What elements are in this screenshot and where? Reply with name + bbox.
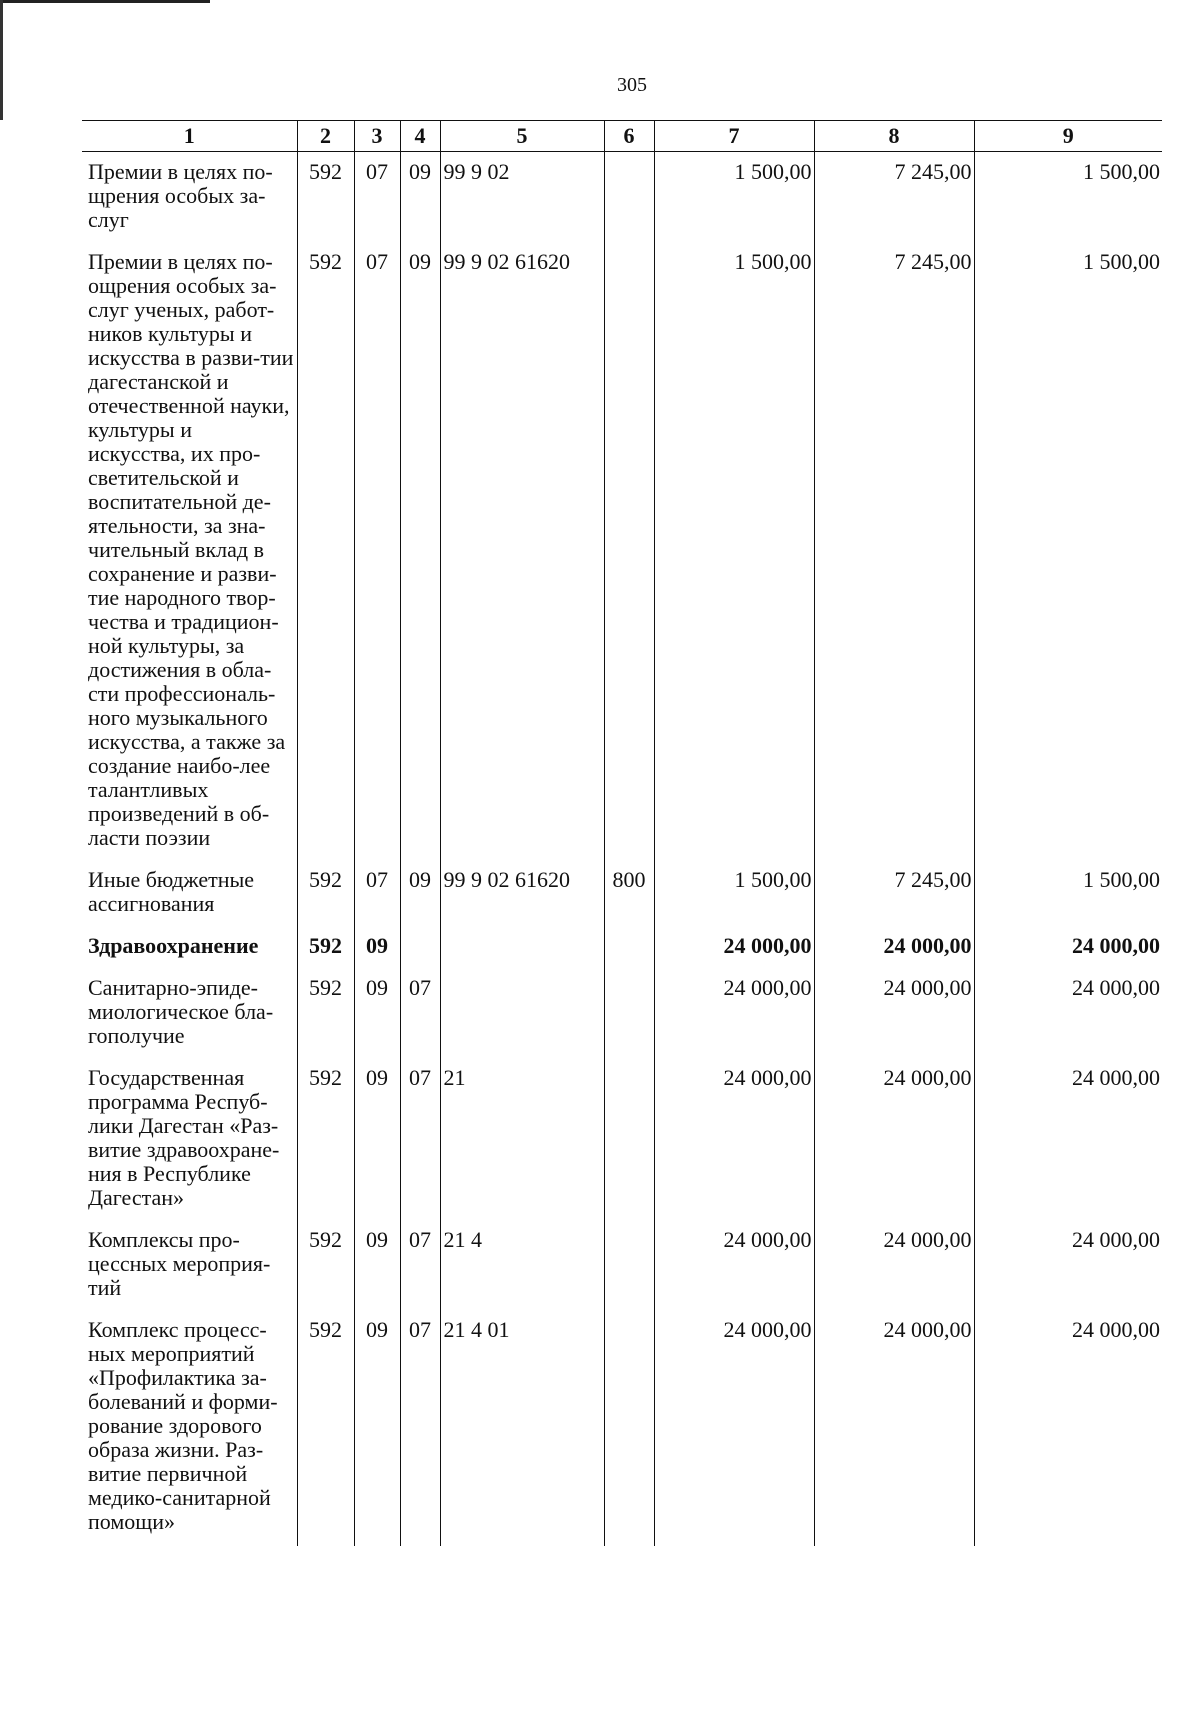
subsection-code: 07 xyxy=(400,1310,440,1546)
target-article-code: 21 4 01 xyxy=(440,1310,604,1546)
expense-type-code xyxy=(604,242,654,860)
ministry-code: 592 xyxy=(297,242,354,860)
amount-col9: 24 000,00 xyxy=(974,926,1162,968)
table-row xyxy=(82,860,1162,926)
budget-table xyxy=(82,120,1162,1546)
table-row xyxy=(82,968,1162,1058)
expense-type-code xyxy=(604,152,654,243)
section-code: 07 xyxy=(354,860,400,926)
row-name: Премии в целях по-ощрения особых за-слуг ученых, работ-ников культуры и искусства в разви-тии дагестанской и отечественной науки, культуры и искусства, их про-светительской и воспитательной де-ятельности, за зна-чительный вклад в сохранение и разви-тие народного твор-чества и традицион-ной культуры, за достижения в обла-сти профессиональ-ного музыкального искусства, а также за создание наибо-лее талантливых произведений в об-ласти поэзии xyxy=(88,249,294,850)
header-cell: 3 xyxy=(354,121,400,152)
header-cell: 5 xyxy=(440,121,604,152)
row-name: Санитарно-эпиде-миологическое бла-гополучие xyxy=(88,975,274,1048)
subsection-code xyxy=(400,926,440,968)
amount-col9: 24 000,00 xyxy=(974,1310,1162,1546)
table-row xyxy=(82,926,1162,968)
amount-col9: 24 000,00 xyxy=(974,1220,1162,1310)
target-article-code: 99 9 02 61620 xyxy=(440,860,604,926)
amount-col9: 24 000,00 xyxy=(974,968,1162,1058)
amount-col9: 1 500,00 xyxy=(974,242,1162,860)
page-number: 305 xyxy=(617,74,647,96)
ministry-code: 592 xyxy=(297,1058,354,1220)
expense-type-code xyxy=(604,1310,654,1546)
amount-col7: 1 500,00 xyxy=(654,152,814,243)
row-name: Государственная программа Респуб-лики Дагестан «Раз-витие здравоохране-ния в Республике Дагестан» xyxy=(88,1065,280,1210)
amount-col8: 24 000,00 xyxy=(814,1058,974,1220)
header-cell: 2 xyxy=(297,121,354,152)
amount-col8: 7 245,00 xyxy=(814,860,974,926)
expense-type-code xyxy=(604,968,654,1058)
expense-type-code xyxy=(604,1058,654,1220)
row-name: Иные бюджетные ассигнования xyxy=(88,867,255,916)
header-cell: 9 xyxy=(974,121,1162,152)
row-name: Комплекс процесс-ных мероприятий «Профилактика за-болеваний и форми-рование здорового образа жизни. Раз-витие первичной медико-санитарной помощи» xyxy=(88,1317,278,1534)
table-row xyxy=(82,1310,1162,1546)
amount-col7: 24 000,00 xyxy=(654,1058,814,1220)
target-article-code: 99 9 02 xyxy=(440,152,604,243)
subsection-code: 07 xyxy=(400,968,440,1058)
row-name: Комплексы про-цессных мероприя-тий xyxy=(88,1227,271,1300)
header-cell: 6 xyxy=(604,121,654,152)
section-code: 09 xyxy=(354,1058,400,1220)
table-row xyxy=(82,152,1162,243)
amount-col8: 7 245,00 xyxy=(814,152,974,243)
amount-col7: 24 000,00 xyxy=(654,968,814,1058)
amount-col9: 1 500,00 xyxy=(974,860,1162,926)
section-code: 07 xyxy=(354,242,400,860)
amount-col9: 24 000,00 xyxy=(974,1058,1162,1220)
scan-edge-mark xyxy=(0,0,3,120)
target-article-code: 99 9 02 61620 xyxy=(440,242,604,860)
subsection-code: 09 xyxy=(400,242,440,860)
scan-edge-mark xyxy=(0,0,210,3)
section-code: 09 xyxy=(354,1220,400,1310)
header-cell: 7 xyxy=(654,121,814,152)
table-row xyxy=(82,1058,1162,1220)
target-article-code: 21 4 xyxy=(440,1220,604,1310)
ministry-code: 592 xyxy=(297,860,354,926)
target-article-code xyxy=(440,926,604,968)
section-code: 09 xyxy=(354,968,400,1058)
header-row xyxy=(82,121,1162,152)
ministry-code: 592 xyxy=(297,968,354,1058)
expense-type-code xyxy=(604,926,654,968)
row-name: Здравоохранение xyxy=(88,933,259,958)
ministry-code: 592 xyxy=(297,1220,354,1310)
table-row xyxy=(82,1220,1162,1310)
subsection-code: 07 xyxy=(400,1058,440,1220)
amount-col7: 1 500,00 xyxy=(654,860,814,926)
row-name: Премии в целях по-щрения особых за-слуг xyxy=(88,159,273,232)
section-code: 09 xyxy=(354,926,400,968)
amount-col8: 24 000,00 xyxy=(814,968,974,1058)
target-article-code: 21 xyxy=(440,1058,604,1220)
section-code: 07 xyxy=(354,152,400,243)
ministry-code: 592 xyxy=(297,1310,354,1546)
header-cell: 1 xyxy=(82,121,297,152)
header-cell: 4 xyxy=(400,121,440,152)
target-article-code xyxy=(440,968,604,1058)
amount-col7: 24 000,00 xyxy=(654,926,814,968)
expense-type-code: 800 xyxy=(604,860,654,926)
amount-col8: 24 000,00 xyxy=(814,1310,974,1546)
header-cell: 8 xyxy=(814,121,974,152)
subsection-code: 07 xyxy=(400,1220,440,1310)
amount-col7: 24 000,00 xyxy=(654,1220,814,1310)
table-row xyxy=(82,242,1162,860)
amount-col8: 24 000,00 xyxy=(814,1220,974,1310)
ministry-code: 592 xyxy=(297,926,354,968)
ministry-code: 592 xyxy=(297,152,354,243)
amount-col7: 24 000,00 xyxy=(654,1310,814,1546)
amount-col8: 7 245,00 xyxy=(814,242,974,860)
subsection-code: 09 xyxy=(400,860,440,926)
expense-type-code xyxy=(604,1220,654,1310)
amount-col8: 24 000,00 xyxy=(814,926,974,968)
amount-col7: 1 500,00 xyxy=(654,242,814,860)
subsection-code: 09 xyxy=(400,152,440,243)
section-code: 09 xyxy=(354,1310,400,1546)
amount-col9: 1 500,00 xyxy=(974,152,1162,243)
